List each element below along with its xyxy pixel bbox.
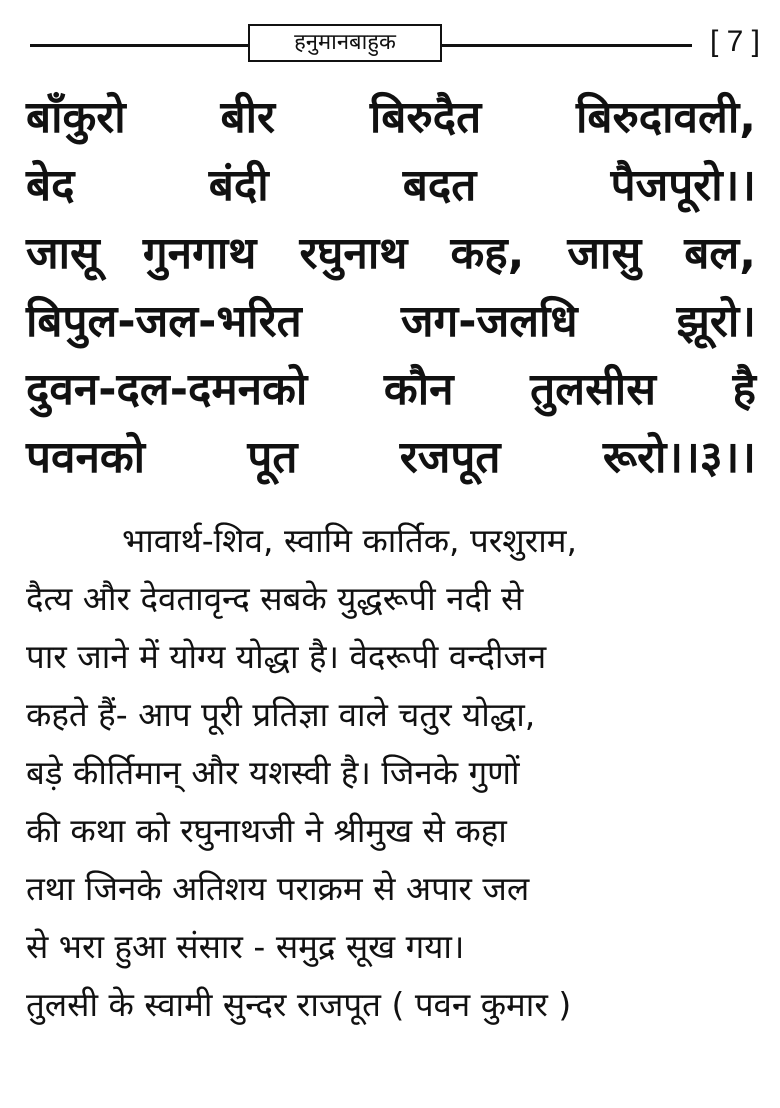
verse-line [26,356,756,424]
verse-word: गुनगाथ [142,228,257,279]
verse-word: बिरुदावली, [575,92,756,143]
verse-word: रूरो।।३।। [602,432,756,483]
meaning-line: पार जाने में योग्य योद्धा है। वेदरूपी वन्दीजन [26,637,547,676]
meaning-line: से भरा हुआ संसार - समुद्र सूख गया। [26,927,465,966]
verse-word: बेद [26,160,75,211]
verse-line [26,288,756,356]
verse-line [26,424,756,492]
verse-line [26,220,756,288]
meaning-line: की कथा को रघुनाथजी ने श्रीमुख से कहा [26,811,507,850]
verse-word: बंदी [208,160,269,211]
meaning-paragraph [26,512,756,1034]
verse-word: झूरो। [676,296,756,347]
verse-word: जासू [26,228,100,279]
page-number: [ 7 ] [709,25,760,58]
verse-word: पूत [247,432,298,483]
verse-word: बिरुदैत [369,92,482,143]
verse-word: पैजपूरो।। [610,160,756,211]
page-header [30,18,760,70]
meaning-line: तुलसी के स्वामी सुन्दर राजपूत ( पवन कुमार ) [26,985,572,1024]
verse-word: जग-जलधि [400,296,578,347]
verse-word: दुवन-दल-दमनको [26,364,308,415]
running-title: हनुमानबाहुक [248,24,442,62]
verse-word: पवनको [26,432,146,483]
meaning-line: भावार्थ-शिव, स्वामि कार्तिक, परशुराम, [122,521,577,560]
verse-word: है [732,364,756,415]
verse-word: बिपुल-जल-भरित [26,296,302,347]
verse-word: बदत [402,160,477,211]
meaning-line: तथा जिनके अतिशय पराक्रम से अपार जल [26,869,530,908]
header-rule-right [442,44,692,47]
meaning-line: कहते हैं- आप पूरी प्रतिज्ञा वाले चतुर योद्धा, [26,695,536,734]
verse-word: रघुनाथ [299,228,408,279]
header-rule-left [30,44,248,47]
verse-line [26,84,756,152]
verse-block [26,84,756,492]
verse-word: बाँकुरो [26,92,126,143]
verse-word: बल, [684,228,756,279]
meaning-line: दैत्य और देवतावृन्द सबके युद्धरूपी नदी से [26,579,524,618]
verse-word: रजपूत [399,432,501,483]
verse-word: बीर [220,92,276,143]
verse-word: कौन [383,364,454,415]
verse-word: तुलसीस [530,364,656,415]
meaning-line: बड़े कीर्तिमान् और यशस्वी है। जिनके गुणों [26,753,520,792]
verse-word: कह, [450,228,525,279]
verse-word: जासु [567,228,642,279]
verse-line [26,152,756,220]
